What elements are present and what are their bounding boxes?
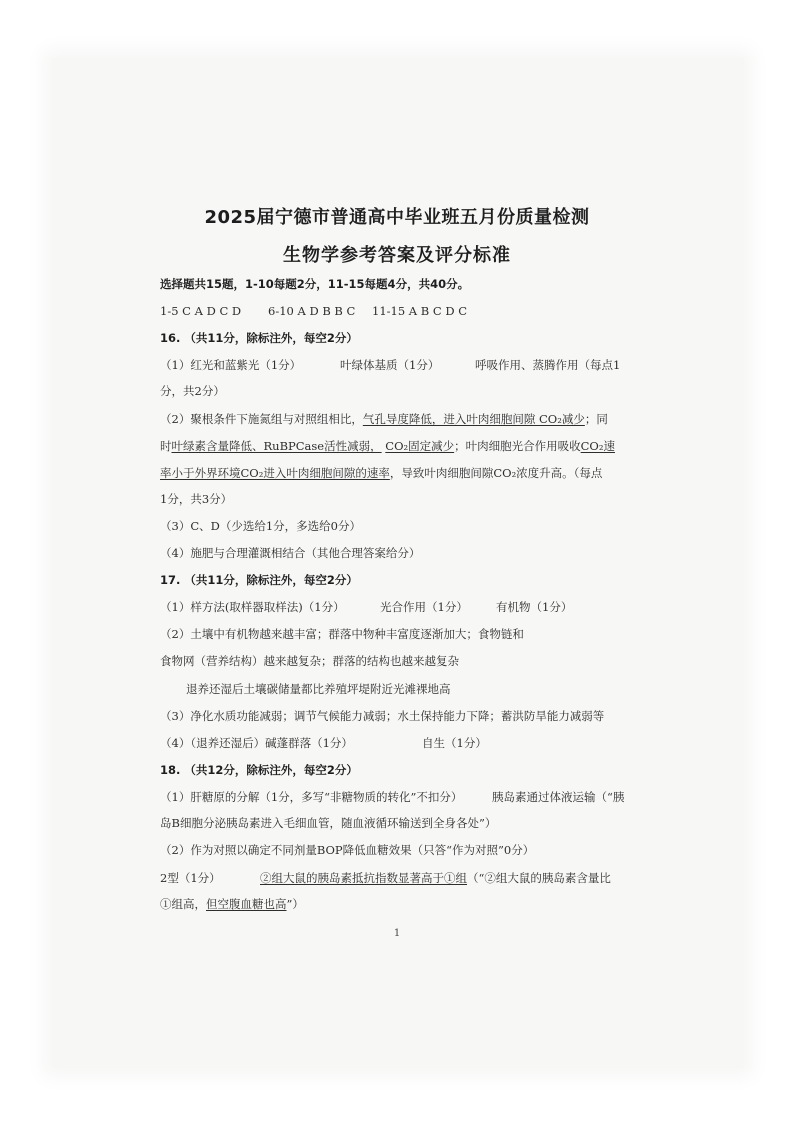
text: ；同 [584, 412, 608, 426]
mc-answers-11-15: 11-15 A B C D C [372, 304, 468, 318]
q16-part2-line2 [160, 439, 615, 453]
q17-part2-line2: 食物网（营养结构）越来越复杂；群落的结构也越来越复杂 [160, 654, 459, 668]
q17-header: 17. （共11分，除标注外，每空2分） [160, 573, 358, 587]
text: ①组高， [160, 897, 206, 911]
q17-part1-c: 有机物（1分） [496, 600, 573, 614]
mc-header: 选择题共15题，1-10每题2分，11-15每题4分，共40分。 [160, 277, 470, 291]
mc-answers-1-5: 1-5 C A D C D [160, 304, 242, 318]
q18-part3-c [160, 897, 304, 911]
underlined-text: 但空腹血糖也高 [206, 897, 287, 911]
text: （2）聚根条件下施氮组与对照组相比， [160, 412, 363, 426]
q17-part1-b: 光合作用（1分） [380, 600, 468, 614]
mc-answers-6-10: 6-10 A D B B C [268, 304, 356, 318]
q18-part1-c: 岛B细胞分泌胰岛素进入毛细血管，随血液循环输送到全身各处”） [160, 816, 497, 830]
q17-part4-a: （4）（退养还湿后）碱蓬群落（1分） [160, 736, 353, 750]
text: 时 [160, 439, 172, 453]
q18-part2: （2）作为对照以确定不同剂量BOP降低血糖效果（只答“作为对照”0分） [160, 843, 535, 857]
q16-header: 16. （共11分，除标注外，每空2分） [160, 331, 358, 345]
q16-part1-b: 叶绿体基质（1分） [340, 358, 440, 372]
underlined-text: ②组大鼠的胰岛素抵抗指数显著高于①组 [260, 871, 467, 885]
text: （“②组大鼠的胰岛素含量比 [467, 871, 611, 885]
underlined-text: CO₂速 [580, 439, 615, 453]
text: ”） [286, 897, 304, 911]
q17-part4-b: 自生（1分） [422, 736, 487, 750]
q18-part3-b [260, 871, 611, 885]
document-title: 2025届宁德市普通高中毕业班五月份质量检测 [204, 207, 590, 228]
page-number: 1 [393, 928, 401, 939]
q18-part1-b: 胰岛素通过体液运输（“胰 [492, 790, 625, 804]
underlined-text: 叶绿素含量降低、RuBPCase活性减弱， [171, 439, 382, 453]
q17-part2-line1: （2）土壤中有机物越来越丰富；群落中物种丰富度逐渐加大；食物链和 [160, 627, 524, 641]
q18-header: 18. （共12分，除标注外，每空2分） [160, 763, 358, 777]
q16-part1-a: （1）红光和蓝紫光（1分） [160, 358, 302, 372]
q18-part3-a: 2型（1分） [160, 871, 221, 885]
text: ；叶肉细胞光合作用吸收 [454, 439, 581, 453]
underlined-text: CO₂固定减少 [385, 439, 455, 453]
q16-part3: （3）C、D（少选给1分，多选给0分） [160, 519, 361, 533]
q16-part1-c: 呼吸作用、蒸腾作用（每点1 [475, 358, 621, 372]
underlined-text: 气孔导度降低，进入叶肉细胞间隙 CO₂减少 [362, 412, 585, 426]
document-subtitle: 生物学参考答案及评分标准 [283, 245, 511, 266]
underlined-text: 率小于外界环境CO₂进入叶肉细胞间隙的速率 [160, 466, 390, 480]
q16-part1-d: 分，共2分） [160, 384, 225, 398]
q17-part1-a: （1）样方法(取样器取样法)（1分） [160, 600, 345, 614]
text: ，导致叶肉细胞间隙CO₂浓度升高。（每点 [389, 466, 603, 480]
q17-part2-line3: 退养还湿后土壤碳储量都比养殖坪堤附近光滩裸地高 [186, 682, 451, 696]
q16-part2-line1 [160, 412, 608, 426]
q18-part1-a: （1）肝糖原的分解（1分，多写“非糖物质的转化”不扣分） [160, 790, 463, 804]
q16-part2-line3 [160, 466, 602, 480]
q16-part4: （4）施肥与合理灌溉相结合（其他合理答案给分） [160, 546, 421, 560]
q17-part3: （3）净化水质功能减弱；调节气候能力减弱；水土保持能力下降；蓄洪防旱能力减弱等 [160, 709, 605, 723]
q16-part2-line4: 1分，共3分） [160, 492, 233, 506]
